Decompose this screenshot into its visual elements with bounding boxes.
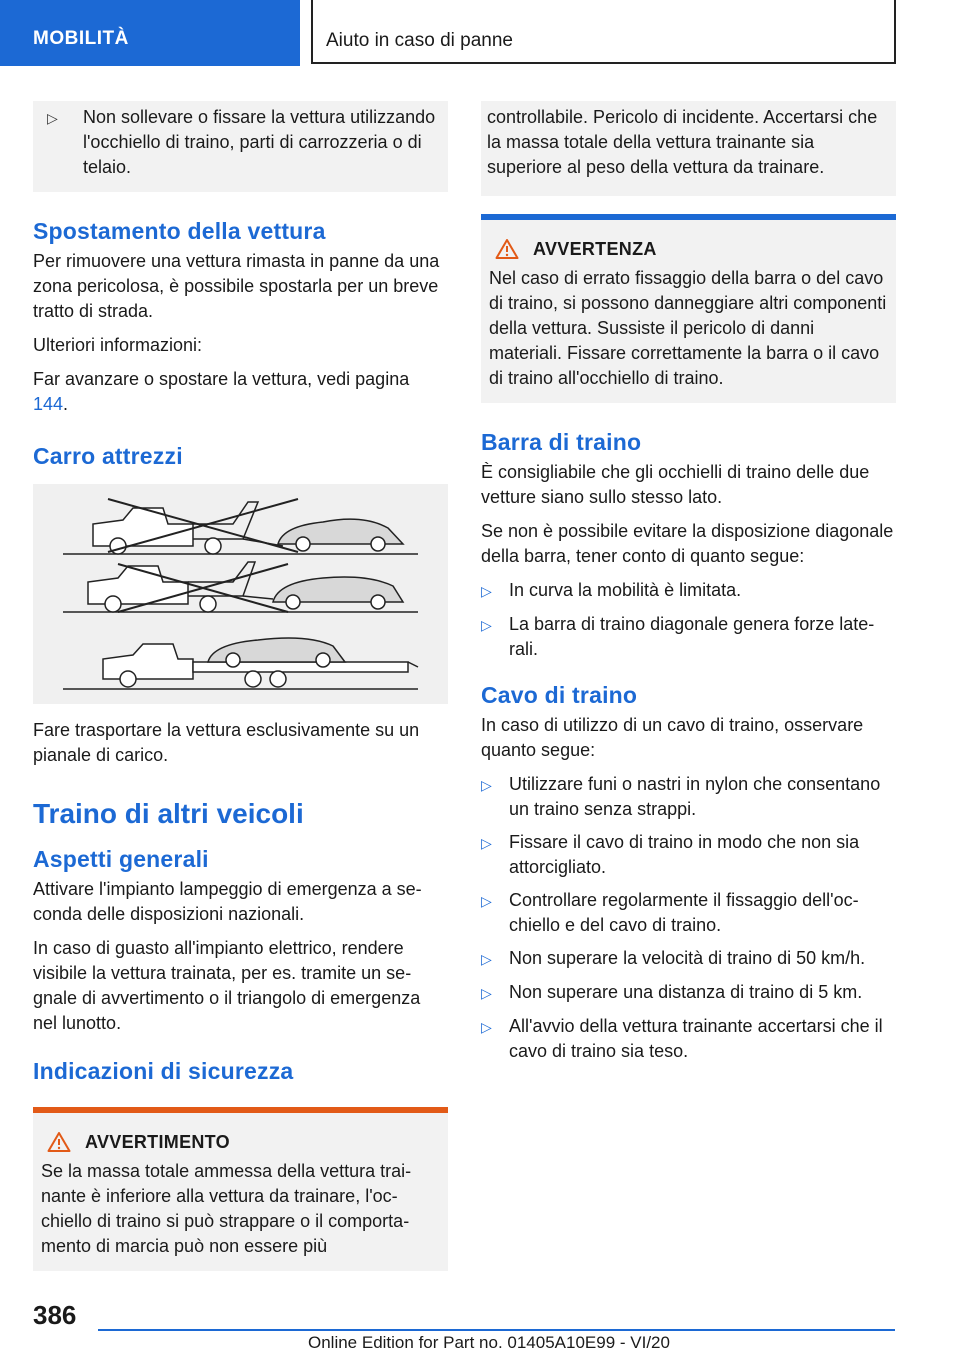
triangle-right-icon: ▷ bbox=[481, 1019, 492, 1035]
warning-header bbox=[41, 1131, 440, 1153]
paragraph: Attivare l'impianto lampeggio di emergenza a seconda delle disposizioni nazionali. bbox=[33, 879, 422, 924]
paragraph: Fare trasportare la vettura esclusivamente su un pianale di carico. bbox=[33, 720, 420, 765]
paragraph: Per rimuovere una vettura rimasta in panne da una zona pericolosa, è possibile spostarla per un breve tratto di strada. bbox=[33, 251, 440, 321]
paragraph-text: . bbox=[63, 394, 69, 414]
page-header bbox=[0, 0, 960, 66]
list-item bbox=[481, 888, 896, 938]
list-item bbox=[481, 1014, 896, 1064]
section-heading-spostamento: Spostamento della vettura bbox=[33, 218, 326, 244]
list-item-text: Non superare una distanza di traino di 5 km. bbox=[509, 982, 863, 1002]
section-heading-carro: Carro attrezzi bbox=[33, 443, 183, 469]
list-item bbox=[41, 105, 442, 180]
list-item-text: All'avvio della vettura trainante accertarsi che il cavo di traino sia teso. bbox=[509, 1016, 883, 1061]
continued-bullet-box bbox=[33, 101, 448, 192]
tow-truck-drawing bbox=[33, 484, 448, 704]
section-tab: MOBILITÀ bbox=[0, 0, 300, 66]
list-item bbox=[481, 980, 896, 1006]
warning-text-continued: controllabile. Pericolo di incidente. Accertarsi che la massa totale della vettura trainante sia superiore al peso della vettura da trainare. bbox=[487, 107, 878, 177]
chapter-heading-traino: Traino di altri veicoli bbox=[33, 798, 304, 829]
section-heading-cavo: Cavo di traino bbox=[481, 682, 638, 708]
section-heading-barra: Barra di traino bbox=[481, 429, 642, 455]
notice-header bbox=[489, 238, 888, 260]
paragraph: Ulteriori informazioni: bbox=[33, 335, 203, 355]
list-item bbox=[481, 578, 896, 604]
list-item-text: In curva la mobilità è limitata. bbox=[509, 580, 742, 600]
paragraph: È consigliabile che gli occhielli di traino delle due vetture siano sullo stesso lato. bbox=[481, 462, 870, 507]
triangle-right-icon: ▷ bbox=[481, 583, 492, 599]
warning-text: Se la massa totale ammessa della vettura trainante è inferiore alla vettura da trainare, l'occhiello di traino si può strappare o il comportamento di marcia può non essere più bbox=[41, 1161, 412, 1256]
list-item-text: Non sollevare o fissare la vettura utilizzando l'occhiello di traino, parti di carrozzeria o di telaio. bbox=[83, 107, 436, 177]
warning-triangle-icon bbox=[47, 1131, 71, 1153]
list-item bbox=[481, 612, 896, 662]
triangle-right-icon: ▷ bbox=[47, 110, 58, 126]
tow-truck-illustration bbox=[33, 484, 448, 704]
triangle-right-icon: ▷ bbox=[481, 893, 492, 909]
notice-box bbox=[481, 214, 896, 403]
chapter-title: Aiuto in caso di panne bbox=[311, 0, 896, 64]
paragraph: In caso di utilizzo di un cavo di traino, osservare quanto segue: bbox=[481, 715, 864, 760]
paragraph-with-link bbox=[33, 367, 448, 417]
list-item-text: Controllare regolarmente il fissaggio dell'occhiello e del cavo di traino. bbox=[509, 890, 859, 935]
list-item-text: Non superare la velocità di traino di 50 km/h. bbox=[509, 948, 866, 968]
warning-triangle-icon bbox=[495, 238, 519, 260]
triangle-right-icon: ▷ bbox=[481, 951, 492, 967]
warning-title: AVVERTIMENTO bbox=[85, 1131, 230, 1152]
page-number: 386 bbox=[33, 1300, 77, 1330]
right-column bbox=[481, 101, 896, 1072]
triangle-right-icon: ▷ bbox=[481, 617, 492, 633]
footer-divider bbox=[98, 1329, 895, 1331]
triangle-right-icon: ▷ bbox=[481, 985, 492, 1001]
notice-title: AVVERTENZA bbox=[533, 238, 657, 259]
warning-box bbox=[33, 1107, 448, 1271]
list-item-text: La barra di traino diagonale genera forze laterali. bbox=[509, 614, 875, 659]
list-item bbox=[481, 772, 896, 822]
section-heading-sicurezza: Indicazioni di sicurezza bbox=[33, 1058, 294, 1084]
left-column bbox=[33, 101, 448, 1271]
triangle-right-icon: ▷ bbox=[481, 777, 492, 793]
paragraph: In caso di guasto all'impianto elettrico, rendere visibile la vettura trainata, per es. tramite un segnale di avvertimento o il triangolo di emergenza nel lunotto. bbox=[33, 938, 421, 1033]
edition-note: Online Edition for Part no. 01405A10E99 - VI/20 bbox=[308, 1333, 670, 1352]
list-item-text: Fissare il cavo di traino in modo che non sia attorcigliato. bbox=[509, 832, 860, 877]
paragraph: Se non è possibile evitare la disposizione diagonale della barra, tener conto di quanto segue: bbox=[481, 521, 894, 566]
page-reference-link[interactable]: 144 bbox=[33, 394, 64, 414]
warning-continuation-box bbox=[481, 101, 896, 196]
triangle-right-icon: ▷ bbox=[481, 835, 492, 851]
list-item bbox=[481, 830, 896, 880]
list-item-text: Utilizzare funi o nastri in nylon che consentano un traino senza strappi. bbox=[509, 774, 881, 819]
notice-text: Nel caso di errato fissaggio della barra o del cavo di traino, si possono danneggiare altri componenti della vettura. Sussiste il pericolo di danni materiali. Fissare correttamente la barra o il cavo di traino all'occhiello di traino. bbox=[489, 268, 887, 388]
paragraph-text: Far avanzare o spostare la vettura, vedi pagina bbox=[33, 369, 410, 389]
section-heading-aspetti: Aspetti generali bbox=[33, 846, 209, 872]
list-item bbox=[481, 946, 896, 972]
